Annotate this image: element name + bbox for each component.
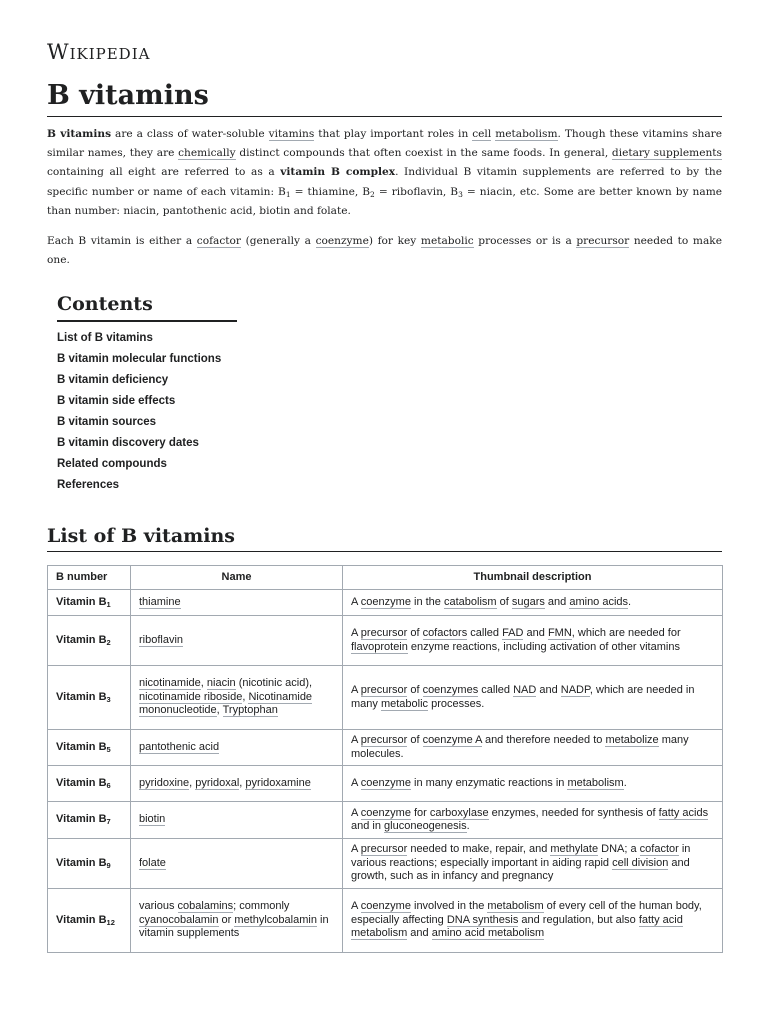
wiki-link[interactable]: precursor [360, 734, 408, 746]
wiki-link[interactable]: metabolism [487, 900, 544, 913]
text-run: in various reactions; especially important in aiding rapid [351, 843, 691, 869]
text-run: that play important roles in [314, 128, 473, 140]
wiki-link[interactable]: riboflavin [139, 633, 184, 646]
b-number-cell [48, 666, 131, 730]
wiki-link[interactable]: Nicotinamide mononucleotide [139, 690, 313, 717]
text-run: Vitamin B [56, 913, 107, 926]
b-vitamins-table [47, 565, 723, 953]
text-run: needed to make one. [47, 235, 722, 267]
text-run: called [467, 627, 503, 639]
text-run: Vitamin B [56, 856, 107, 869]
table-row [48, 666, 723, 730]
b-number-cell [48, 730, 131, 766]
text-run: (generally a [240, 235, 316, 248]
text-run: = niacin, etc. Some are better known by name than number: niacin, pantothenic acid, biotin and folate. [47, 185, 723, 217]
intro-paragraph-1 [47, 125, 722, 221]
wiki-link[interactable]: pyridoxal [195, 776, 240, 789]
wiki-link[interactable]: niacin [206, 677, 236, 690]
wiki-link[interactable]: coenzyme [360, 900, 411, 913]
b-number-cell [48, 802, 131, 839]
wiki-link[interactable]: coenzyme [360, 806, 411, 819]
wiki-link[interactable]: methylate [550, 843, 599, 856]
text-run: ) for key [368, 235, 421, 248]
text-run: , [242, 690, 249, 703]
text-run: A [351, 595, 361, 608]
wiki-link[interactable]: nicotinamide [139, 677, 201, 690]
text-run: of [496, 595, 512, 608]
wiki-link[interactable]: coenzyme [315, 235, 369, 248]
subscript: 3 [106, 694, 111, 704]
text-run: Each B vitamin is either a [47, 235, 197, 248]
wiki-link[interactable]: metabolism [495, 128, 558, 140]
subscript: 1 [106, 599, 111, 609]
text-run: in vitamin supplements [139, 913, 329, 940]
wiki-link[interactable]: cell [472, 128, 492, 140]
text-run: Vitamin B [56, 813, 107, 826]
vitamin-name-cell [131, 590, 343, 616]
description-cell [343, 802, 723, 839]
wiki-link[interactable]: precursor [360, 684, 408, 696]
toc-item[interactable]: B vitamin sources [57, 416, 157, 428]
wiki-link[interactable]: coenzyme [360, 776, 411, 789]
text-run: A [351, 776, 361, 789]
table-row [48, 590, 723, 616]
toc-item[interactable]: B vitamin side effects [57, 395, 176, 407]
wiki-link[interactable]: cyanocobalamin [139, 913, 219, 926]
description-cell [343, 616, 723, 666]
text-run: and in [351, 820, 385, 832]
text-run: . [623, 776, 627, 789]
column-header-b-number: B number [48, 566, 131, 590]
toc-item[interactable]: B vitamin discovery dates [57, 437, 199, 449]
wiki-link[interactable]: coenzyme [360, 595, 411, 608]
subscript: 7 [106, 817, 111, 827]
description-cell [343, 666, 723, 730]
text-run: and [523, 627, 548, 639]
wiki-link[interactable]: precursor [576, 235, 630, 248]
wiki-link[interactable]: metabolic [420, 235, 474, 248]
text-run: processes or is a [473, 235, 577, 248]
wiki-link[interactable]: flavoprotein [351, 640, 408, 653]
text-run: enzymes, needed for synthesis of [488, 806, 659, 819]
intro-paragraph-2 [47, 232, 722, 270]
wiki-link[interactable]: catabolism [443, 595, 497, 608]
text-run: . [466, 820, 470, 832]
text-run: containing all eight are referred to as a [47, 166, 281, 179]
wiki-link[interactable]: Tryptophan [222, 704, 278, 717]
wiki-link[interactable]: biotin [139, 813, 166, 826]
b-number-cell [48, 889, 131, 953]
wiki-link[interactable]: thiamine [139, 595, 181, 608]
wiki-link[interactable]: cofactor [639, 843, 679, 856]
wiki-link[interactable]: vitamins [268, 128, 315, 140]
text-run: ; commonly [233, 900, 290, 913]
wiki-link[interactable]: NADP [560, 684, 590, 696]
text-run: . Individual B vitamin supplements are referred to by the specific number or name of each vitamin: B [47, 166, 722, 198]
wiki-link[interactable]: dietary supplements [611, 147, 722, 160]
text-run: of [407, 627, 423, 639]
toc-item[interactable]: B vitamin molecular functions [57, 353, 222, 365]
wiki-link[interactable]: amino acids [569, 595, 629, 608]
text-run: involved in the [410, 900, 488, 913]
b-number-cell [48, 839, 131, 889]
table-of-contents [57, 290, 237, 496]
vitamin-name-cell [131, 616, 343, 666]
text-run: processes. [428, 697, 485, 710]
description-cell [343, 839, 723, 889]
table-row [48, 766, 723, 802]
text-run: Vitamin B [56, 740, 107, 753]
text-run: , which are needed in many [351, 684, 695, 710]
text-run: Vitamin B [56, 633, 107, 646]
wiki-link[interactable]: coenzymes [422, 684, 479, 696]
wiki-link[interactable]: amino acid metabolism [431, 927, 545, 940]
text-run: . Though these vitamins share similar names, they are [47, 128, 723, 160]
text-run: of [407, 734, 423, 746]
wiki-link[interactable]: metabolize [605, 734, 659, 746]
text-run: various [139, 900, 178, 913]
subscript: 12 [106, 917, 115, 927]
table-row [48, 802, 723, 839]
bold-term: B vitamins [47, 128, 112, 140]
wiki-link[interactable]: DNA synthesis [446, 913, 519, 926]
wiki-link[interactable]: sugars [511, 595, 545, 608]
subscript: 1 [285, 189, 291, 199]
text-run: A [351, 806, 361, 819]
vitamin-name-cell [131, 839, 343, 889]
wiki-link[interactable]: cobalamins [177, 900, 234, 913]
wiki-link[interactable]: fatty acid metabolism [351, 913, 683, 940]
text-run: DNA; a [598, 843, 640, 856]
vitamin-name-cell [131, 889, 343, 953]
vitamin-name-cell [131, 730, 343, 766]
b-number-cell [48, 590, 131, 616]
text-run: , [189, 776, 196, 789]
table-row [48, 889, 723, 953]
text-run: and therefore needed to [481, 734, 606, 746]
text-run: Vitamin B [56, 595, 107, 608]
text-run: = riboflavin, B [374, 185, 459, 198]
toc-list [57, 328, 237, 496]
subscript: 5 [106, 744, 111, 754]
text-run: enzyme reactions, including activation of other vitamins [407, 640, 680, 653]
text-run: A [351, 900, 361, 913]
text-run: for [410, 806, 430, 819]
text-run: , [216, 704, 223, 717]
text-run: . [628, 595, 632, 608]
text-run: Vitamin B [56, 690, 107, 703]
text-run: are a class of water-soluble [111, 128, 269, 140]
wiki-link[interactable]: fatty acids [658, 806, 709, 819]
column-header-description: Thumbnail description [343, 566, 723, 590]
toc-item[interactable]: Related compounds [57, 458, 167, 470]
text-run: (nicotinic acid), [235, 677, 313, 690]
table-row [48, 839, 723, 889]
text-run: and [536, 684, 561, 696]
text-run: of every cell of the human body, especially affecting [351, 900, 702, 926]
text-run: in many enzymatic reactions in [410, 776, 568, 789]
text-run: , [200, 677, 207, 690]
section-heading: List of B vitamins [47, 522, 722, 552]
column-header-name: Name [131, 566, 343, 590]
wiki-link[interactable]: metabolism [567, 776, 624, 789]
text-run: called [478, 684, 514, 696]
wiki-link[interactable]: pantothenic acid [139, 740, 220, 753]
bold-term: vitamin B complex [280, 166, 396, 179]
subscript: 2 [370, 189, 375, 199]
wiki-link[interactable]: cofactor [196, 235, 241, 248]
wiki-link[interactable]: methylcobalamin [234, 913, 317, 926]
text-run: and [407, 927, 432, 940]
toc-item[interactable]: References [57, 479, 120, 491]
wiki-link[interactable]: gluconeogenesis [384, 820, 467, 832]
wiki-link[interactable]: metabolic [380, 697, 429, 710]
wiki-link[interactable]: nicotinamide riboside [139, 690, 243, 703]
subscript: 9 [106, 860, 111, 870]
wiki-link[interactable]: coenzyme A [422, 734, 482, 746]
text-run: in the [410, 595, 444, 608]
text-run: = thiamine, B [290, 185, 371, 198]
wiki-link[interactable]: cofactors [422, 627, 468, 639]
vitamin-name-cell [131, 766, 343, 802]
text-run: of [407, 684, 423, 696]
wiki-link[interactable]: pyridoxine [139, 776, 190, 789]
text-run: and growth, such as in infancy and pregnancy [351, 856, 690, 883]
wiki-link[interactable]: carboxylase [429, 806, 489, 819]
wiki-link[interactable]: chemically [178, 147, 236, 160]
wiki-link[interactable]: precursor [360, 843, 408, 856]
vitamin-name-cell [131, 666, 343, 730]
text-run: and regulation, but also [518, 913, 639, 926]
description-cell [343, 590, 723, 616]
page-title: B vitamins [47, 78, 722, 117]
toc-title: Contents [57, 290, 237, 322]
toc-item[interactable]: List of B vitamins [57, 332, 153, 344]
text-run: or [218, 913, 235, 926]
wiki-link[interactable]: folate [139, 856, 166, 869]
table-row [48, 730, 723, 766]
wiki-link[interactable]: FMN [547, 627, 572, 639]
text-run: A [351, 684, 361, 696]
subscript: 6 [106, 780, 111, 790]
subscript: 2 [106, 637, 111, 647]
wikipedia-logo[interactable]: Wikipedia [47, 40, 151, 64]
wiki-link[interactable]: NAD [513, 684, 537, 696]
text-run: and [544, 595, 570, 608]
article-intro [47, 125, 722, 270]
vitamin-name-cell [131, 802, 343, 839]
wiki-link[interactable]: FAD [502, 627, 524, 639]
text-run: , which are needed for [571, 627, 681, 639]
wiki-link[interactable]: precursor [360, 627, 408, 639]
text-run: many molecules. [351, 734, 689, 760]
description-cell [343, 730, 723, 766]
text-run: needed to make, repair, and [407, 843, 551, 856]
text-run: A [351, 734, 361, 746]
table-header-row [48, 566, 723, 590]
wiki-link[interactable]: cell division [612, 856, 669, 869]
text-run: distinct compounds that often coexist in the same foods. In general, [235, 147, 612, 160]
text-run: , [239, 776, 246, 789]
description-cell [343, 766, 723, 802]
description-cell [343, 889, 723, 953]
text-run: A [351, 843, 361, 856]
toc-item[interactable]: B vitamin deficiency [57, 374, 169, 386]
b-number-cell [48, 766, 131, 802]
wiki-link[interactable]: pyridoxamine [245, 776, 311, 789]
text-run: A [351, 627, 361, 639]
subscript: 3 [458, 189, 463, 199]
text-run: Vitamin B [56, 776, 107, 789]
b-number-cell [48, 616, 131, 666]
table-row [48, 616, 723, 666]
